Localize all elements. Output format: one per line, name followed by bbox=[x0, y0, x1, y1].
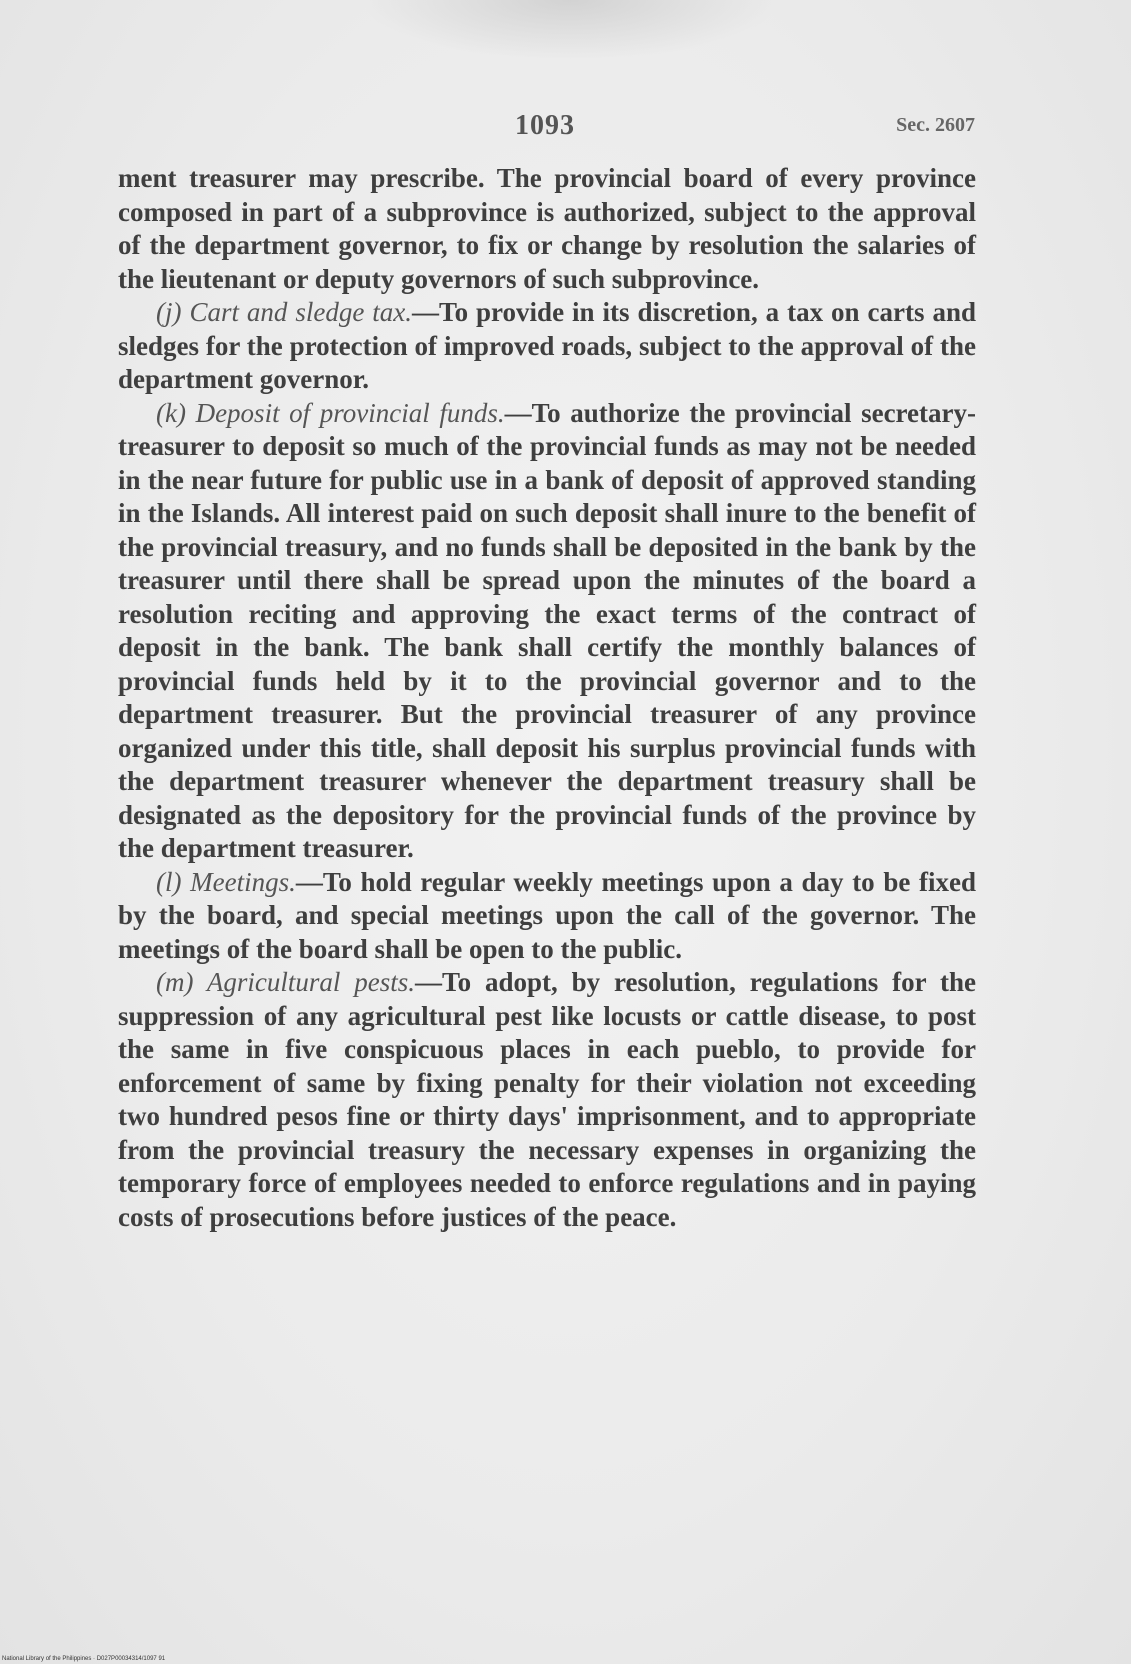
paragraph-label: (j) Cart and sledge tax. bbox=[156, 297, 413, 327]
paragraph-meetings bbox=[118, 866, 976, 967]
paragraph-continuation bbox=[118, 162, 976, 296]
page-number: 1093 bbox=[515, 110, 575, 141]
paragraph-deposit-of-provincial-funds bbox=[118, 397, 976, 866]
scan-smudge bbox=[360, 0, 780, 60]
body-text bbox=[118, 162, 976, 1234]
section-reference: Sec. 2607 bbox=[896, 114, 975, 136]
paragraph-text: ment treasurer may prescribe. The provincial board of every province composed in part of a subprovince is authorized, subject to the approval of the department governor, to fix or change by resolution the salaries of the lieutenant or deputy governors of such subprovince. bbox=[118, 163, 976, 294]
paragraph-agricultural-pests bbox=[118, 966, 976, 1234]
paragraph-text: —To adopt, by resolution, regulations for the suppression of any agricultural pest like locusts or cattle disease, to post the same in five conspicuous places in each pueblo, to provide for enforcement of same by fixing penalty for their violation not exceeding two hundred pesos fine or thirty days' imprisonment, and to appropriate from the provincial treasury the necessary expenses in organizing the temporary force of employees needed to enforce regulations and in paying costs of prosecutions before justices of the peace. bbox=[118, 967, 977, 1232]
page-header bbox=[0, 110, 1131, 150]
paragraph-label: (k) Deposit of provincial funds. bbox=[156, 397, 505, 428]
paragraph-text: —To hold regular weekly meetings upon a day to be fixed by the board, and special meetings upon the call of the governor. The meetings of the board shall be open to the public. bbox=[118, 866, 976, 964]
paragraph-text: —To authorize the provincial secretary-treasurer to deposit so much of the provincial funds as may not be needed in the near future for public use in a bank of deposit of approved standing in the Islands. All interest paid on such deposit shall inure to the benefit of the provincial treasury, and no funds shall be deposited in the bank by the treasurer until there shall be spread upon the minutes of the board a resolution reciting and approving the exact terms of the contract of deposit in the bank. The bank shall certify the monthly balances of provincial funds held by it to the provincial governor and to the department treasurer. But the provincial treasurer of any province organized under this title, shall deposit his surplus provincial funds with the department treasurer whenever the department treasury shall be designated as the depository for the provincial funds of the province by the department treasurer. bbox=[118, 397, 977, 863]
paragraph-label: (m) Agricultural pests. bbox=[156, 967, 416, 997]
paragraph-label: (l) Meetings. bbox=[156, 866, 296, 897]
paragraph-text: —To provide in its discretion, a tax on carts and sledges for the protection of improved roads, subject to the approval of the department governor. bbox=[118, 297, 976, 394]
paragraph-cart-and-sledge-tax bbox=[118, 296, 976, 397]
scan-footer-note: National Library of the Philippines · D027P00034314/1097 91 bbox=[2, 1656, 166, 1662]
